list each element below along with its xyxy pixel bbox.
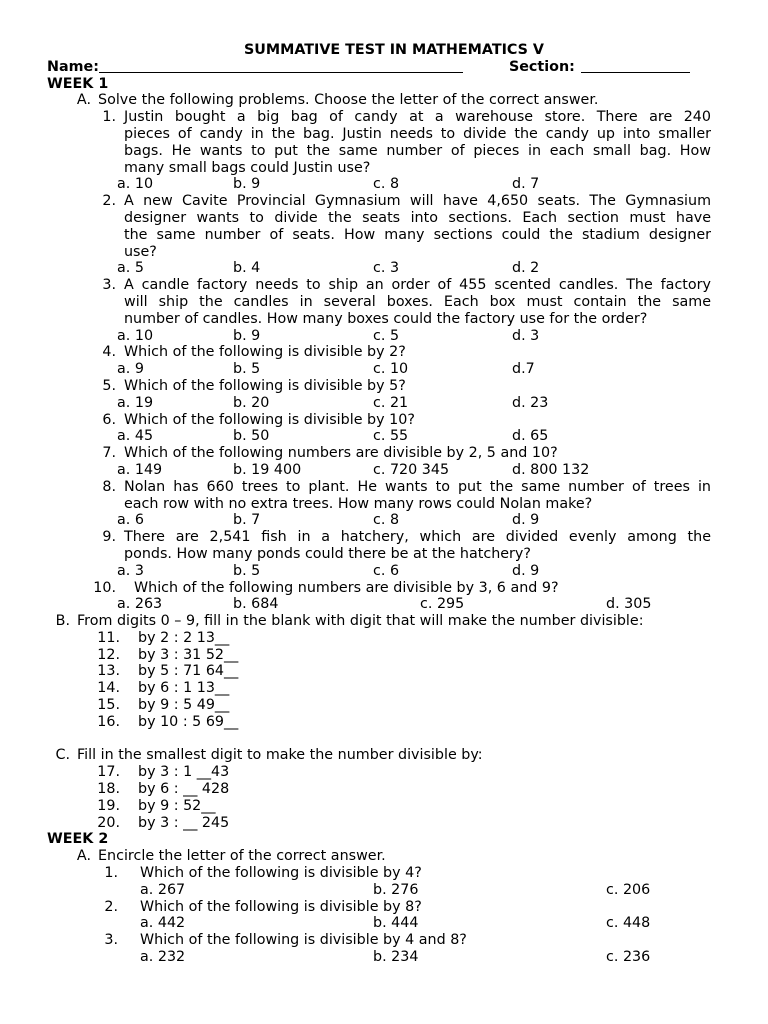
option-a[interactable]: a. 5 xyxy=(117,260,144,277)
item-number: 11. xyxy=(97,629,120,646)
question-3 xyxy=(47,277,711,327)
week2-part-a-heading xyxy=(47,848,711,865)
fill-blank-item xyxy=(47,714,711,731)
option-d[interactable]: d. 7 xyxy=(512,176,540,193)
question-options xyxy=(47,462,711,479)
option-a[interactable]: a. 3 xyxy=(117,562,144,579)
item-number: 18. xyxy=(97,781,120,798)
section-label: Section: xyxy=(508,58,575,75)
question-2 xyxy=(47,193,711,260)
question-number: 1. xyxy=(102,109,116,126)
question-text-line: many small bags could Justin use? xyxy=(124,159,371,176)
option-c[interactable]: c. 206 xyxy=(606,881,651,898)
week1-part-a-questions xyxy=(47,109,711,579)
option-b[interactable]: b. 5 xyxy=(233,361,261,378)
question-10 xyxy=(47,580,711,597)
option-b[interactable]: b. 9 xyxy=(233,327,261,344)
item-text[interactable]: by 2 : 2 13__ xyxy=(138,629,230,646)
option-a[interactable]: a. 9 xyxy=(117,361,144,378)
question-text-line: A candle factory needs to ship an order of 455 scented candles. The factory xyxy=(124,277,711,294)
item-number: 20. xyxy=(97,814,120,831)
part-letter: A. xyxy=(76,92,91,109)
question-number: 2. xyxy=(104,898,118,915)
name-field[interactable] xyxy=(99,59,463,73)
option-a[interactable]: a. 6 xyxy=(117,512,144,529)
option-c[interactable]: c. 8 xyxy=(373,176,400,193)
option-a[interactable]: a. 267 xyxy=(140,881,186,898)
question-text xyxy=(124,445,711,462)
option-a[interactable]: a. 45 xyxy=(117,428,154,445)
smallest-digit-item xyxy=(47,798,711,815)
question-text-line: Which of the following is divisible by 10? xyxy=(124,411,415,428)
part-instruction: From digits 0 – 9, fill in the blank with digit that will make the number divisible: xyxy=(77,613,644,630)
question-text-line: ponds. How many ponds could there be at the hatchery? xyxy=(124,545,531,562)
question-10-options xyxy=(47,596,711,613)
question-6 xyxy=(47,412,711,429)
week1-part-c-items xyxy=(47,764,711,831)
option-d[interactable]: d. 3 xyxy=(512,327,540,344)
fill-blank-item xyxy=(47,663,711,680)
question-options xyxy=(47,428,711,445)
week1-part-b-items xyxy=(47,630,711,731)
item-number: 14. xyxy=(97,680,120,697)
option-c[interactable]: c. 21 xyxy=(373,394,409,411)
question-options xyxy=(47,949,711,966)
question-number: 8. xyxy=(102,478,116,495)
option-a[interactable]: a. 232 xyxy=(140,949,186,966)
question-options xyxy=(47,915,711,932)
question-text: Which of the following numbers are divisible by 3, 6 and 9? xyxy=(134,579,559,596)
question-text xyxy=(124,529,711,563)
option-d[interactable]: d. 305 xyxy=(606,596,652,613)
fill-blank-item xyxy=(47,630,711,647)
option-c[interactable]: c. 295 xyxy=(420,596,465,613)
option-b[interactable]: b. 684 xyxy=(233,596,279,613)
question-options xyxy=(47,512,711,529)
option-a[interactable]: a. 149 xyxy=(117,461,163,478)
item-text[interactable]: by 9 : 5 49__ xyxy=(138,697,230,714)
question-text-line: designer wants to divide the seats into sections. Each section must have xyxy=(124,209,711,226)
option-b[interactable]: b. 5 xyxy=(233,562,261,579)
option-d[interactable]: d. 23 xyxy=(512,394,549,411)
question-1 xyxy=(47,109,711,176)
name-label: Name: xyxy=(47,58,99,75)
option-b[interactable]: b. 19 400 xyxy=(233,461,302,478)
item-text[interactable]: by 10 : 5 69__ xyxy=(138,713,239,730)
question-number: 2. xyxy=(102,193,116,210)
option-d[interactable]: d. 9 xyxy=(512,562,540,579)
question-9 xyxy=(47,529,711,563)
question-number: 5. xyxy=(102,377,116,394)
question-text: Which of the following is divisible by 4 and 8? xyxy=(140,932,467,949)
week2-heading: WEEK 2 xyxy=(47,831,109,848)
question-options xyxy=(47,361,711,378)
question-number: 6. xyxy=(102,411,116,428)
option-a[interactable]: a. 10 xyxy=(117,176,154,193)
item-text[interactable]: by 3 : 1 __43 xyxy=(138,764,230,781)
question-text-line: Justin bought a big bag of candy at a warehouse store. There are 240 xyxy=(124,109,711,126)
option-c[interactable]: c. 236 xyxy=(606,949,651,966)
question-text-line: Which of the following is divisible by 2? xyxy=(124,344,406,361)
question-text: Which of the following is divisible by 4? xyxy=(140,865,422,882)
part-instruction: Solve the following problems. Choose the letter of the correct answer. xyxy=(98,92,599,109)
question-text xyxy=(124,378,711,395)
option-c[interactable]: c. 8 xyxy=(373,512,400,529)
question-text xyxy=(124,193,711,260)
question-text-line: Which of the following is divisible by 5? xyxy=(124,377,406,394)
question-4 xyxy=(47,344,711,361)
question-text-line: A new Cavite Provincial Gymnasium will have 4,650 seats. The Gymnasium xyxy=(124,193,711,210)
option-c[interactable]: c. 3 xyxy=(373,260,400,277)
option-d[interactable]: d. 9 xyxy=(512,512,540,529)
question-text-line: number of candles. How many boxes could the factory use for the order? xyxy=(124,310,648,327)
item-text[interactable]: by 9 : 52__ xyxy=(138,797,216,814)
option-c[interactable]: c. 6 xyxy=(373,562,400,579)
option-b[interactable]: b. 9 xyxy=(233,176,261,193)
fill-blank-item xyxy=(47,697,711,714)
question-text-line: use? xyxy=(124,243,157,260)
question-text-line: There are 2,541 fish in a hatchery, which are divided evenly among the xyxy=(124,529,711,546)
item-number: 12. xyxy=(97,646,120,663)
question-text-line: the same number of seats. How many sections could the stadium designer xyxy=(124,226,711,243)
question-number: 7. xyxy=(102,445,116,462)
week1-heading: WEEK 1 xyxy=(47,75,109,92)
option-b[interactable]: b. 4 xyxy=(233,260,261,277)
week2-question-2 xyxy=(47,899,711,916)
part-instruction: Encircle the letter of the correct answer. xyxy=(98,848,386,865)
part-letter: B. xyxy=(55,613,70,630)
part-letter: A. xyxy=(76,848,91,865)
smallest-digit-item xyxy=(47,764,711,781)
item-text[interactable]: by 6 : __ 428 xyxy=(138,781,230,798)
item-number: 15. xyxy=(97,697,120,714)
question-5 xyxy=(47,378,711,395)
name-section-row xyxy=(47,59,711,76)
option-a[interactable]: a. 19 xyxy=(117,394,154,411)
question-number: 3. xyxy=(104,932,118,949)
smallest-digit-item xyxy=(47,781,711,798)
question-text xyxy=(124,109,711,176)
option-a[interactable]: a. 263 xyxy=(117,596,163,613)
option-b[interactable]: b. 234 xyxy=(373,949,419,966)
item-number: 17. xyxy=(97,764,120,781)
question-text xyxy=(124,412,711,429)
section-field[interactable] xyxy=(581,59,690,73)
week2-question-1 xyxy=(47,865,711,882)
question-text-line: Nolan has 660 trees to plant. He wants to put the same number of trees in xyxy=(124,478,711,495)
option-d[interactable]: d. 800 132 xyxy=(512,461,590,478)
fill-blank-item xyxy=(47,647,711,664)
page-title: SUMMATIVE TEST IN MATHEMATICS V xyxy=(243,42,545,58)
question-text xyxy=(124,479,711,513)
option-a[interactable]: a. 442 xyxy=(140,915,186,932)
question-number: 9. xyxy=(102,529,116,546)
item-text[interactable]: by 6 : 1 13__ xyxy=(138,680,230,697)
question-options xyxy=(47,176,711,193)
question-text-line: bags. He wants to put the same number of pieces in each small bag. How xyxy=(124,142,711,159)
option-c[interactable]: c. 5 xyxy=(373,327,400,344)
week1-part-b-heading xyxy=(47,613,711,630)
option-c[interactable]: c. 720 345 xyxy=(373,461,450,478)
option-b[interactable]: b. 20 xyxy=(233,394,270,411)
option-d[interactable]: d. 65 xyxy=(512,428,549,445)
question-8 xyxy=(47,479,711,513)
fill-blank-item xyxy=(47,680,711,697)
part-instruction: Fill in the smallest digit to make the number divisible by: xyxy=(77,747,483,764)
part-letter: C. xyxy=(55,747,70,764)
option-b[interactable]: b. 444 xyxy=(373,915,419,932)
option-b[interactable]: b. 276 xyxy=(373,881,419,898)
option-c[interactable]: c. 448 xyxy=(606,915,651,932)
question-number: 1. xyxy=(104,865,118,882)
question-number: 3. xyxy=(102,277,116,294)
option-d[interactable]: d. 2 xyxy=(512,260,540,277)
item-number: 16. xyxy=(97,713,120,730)
item-text[interactable]: by 3 : __ 245 xyxy=(138,814,230,831)
question-text-line: Which of the following numbers are divisible by 2, 5 and 10? xyxy=(124,445,558,462)
item-number: 19. xyxy=(97,797,120,814)
question-options xyxy=(47,563,711,580)
week1-part-c-heading xyxy=(47,747,711,764)
question-options xyxy=(47,395,711,412)
question-text-line: each row with no extra trees. How many rows could Nolan make? xyxy=(124,495,593,512)
week2-part-a-questions xyxy=(47,865,711,966)
question-number: 10. xyxy=(93,579,116,596)
question-text xyxy=(124,344,711,361)
question-text-line: pieces of candy in the bag. Justin needs to divide the candy up into smaller xyxy=(124,125,711,142)
question-text: Which of the following is divisible by 8? xyxy=(140,898,422,915)
question-options xyxy=(47,882,711,899)
option-a[interactable]: a. 10 xyxy=(117,327,154,344)
question-7 xyxy=(47,445,711,462)
question-options xyxy=(47,260,711,277)
week1-part-a-heading xyxy=(47,92,711,109)
item-text[interactable]: by 3 : 31 52__ xyxy=(138,646,239,663)
option-c[interactable]: c. 55 xyxy=(373,428,409,445)
option-b[interactable]: b. 50 xyxy=(233,428,270,445)
item-text[interactable]: by 5 : 71 64__ xyxy=(138,663,239,680)
smallest-digit-item xyxy=(47,815,711,832)
option-b[interactable]: b. 7 xyxy=(233,512,261,529)
week2-question-3 xyxy=(47,932,711,949)
item-number: 13. xyxy=(97,663,120,680)
option-c[interactable]: c. 10 xyxy=(373,361,409,378)
question-options xyxy=(47,328,711,345)
option-d[interactable]: d.7 xyxy=(512,361,535,378)
question-text xyxy=(124,277,711,327)
question-text-line: will ship the candles in several boxes. Each box must contain the same xyxy=(124,293,711,310)
question-number: 4. xyxy=(102,344,116,361)
